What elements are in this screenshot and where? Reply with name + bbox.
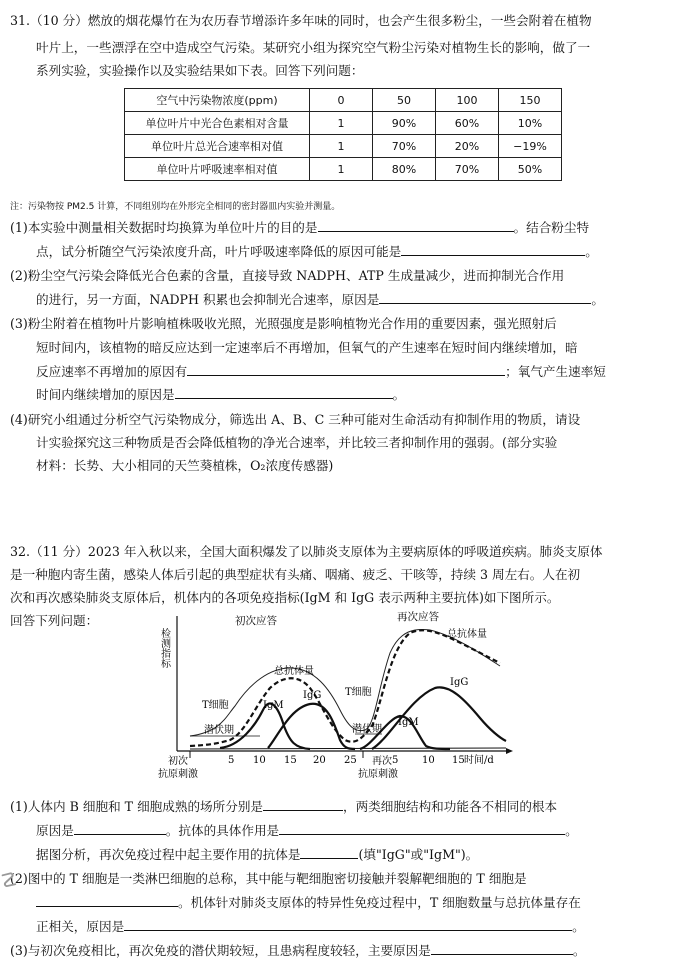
- q31-part1-line1: [10, 216, 674, 239]
- answer-blank[interactable]: [431, 940, 573, 955]
- q31-part3-line1: (3)粉尘附着在植物叶片影响植株吸收光照，光照强度是影响植物光合作用的重要因素，强光照射后: [10, 316, 557, 331]
- answer-blank[interactable]: [175, 384, 393, 399]
- q31-part2-line1: (2)粉尘空气污染会降低光合色素的含量，直接导致 NADPH、ATP 生成量减少，进而抑制光合作用: [10, 268, 565, 283]
- table-cell: 70%: [373, 135, 436, 158]
- latent-label-1: 潜伏期: [204, 725, 234, 736]
- q32-intro-line1: 32.（11 分）2023 年入秋以来，全国大面积爆发了以肺炎支原体为主要病原体的呼吸道疾病。肺炎支原体: [10, 544, 603, 559]
- q32-part2-line3: [36, 915, 674, 938]
- q31-part1-text-d: 。: [585, 244, 598, 259]
- table-cell: 70%: [436, 158, 499, 181]
- immune-response-figure: [150, 608, 530, 784]
- q32-intro-line4: 回答下列问题：: [10, 613, 99, 628]
- q31-part1-text-a: (1)本实验中测量相关数据时均换算为单位叶片的目的是: [10, 220, 318, 235]
- q31-part3-line4: [36, 383, 674, 406]
- tick-label: 15: [452, 755, 465, 766]
- tick-label: 20: [313, 755, 326, 766]
- igg-label-1: IgG: [303, 690, 322, 701]
- igg-label-2: IgG: [450, 677, 469, 688]
- q32-part1-text-a: (1)人体内 B 细胞和 T 细胞成熟的场所分别是: [10, 799, 264, 814]
- q31-part4-line1: (4)研究小组通过分析空气污染物成分，筛选出 A、B、C 三种可能对生命活动有抑制作用的物质，请设: [10, 412, 581, 427]
- answer-blank[interactable]: [263, 796, 343, 811]
- q31-intro-line2: 叶片上，一些漂浮在空中造成空气污染。某研究小组为探究空气粉尘污染对植物生长的影响，做了一: [36, 40, 591, 55]
- answer-blank[interactable]: [187, 361, 505, 376]
- q31-part1-text-b: 。结合粉尘特: [513, 220, 590, 235]
- q32-part3-text-a: (3)与初次免疫相比，再次免疫的潜伏期较短，且患病程度较轻，主要原因是: [10, 943, 431, 958]
- tick-label: 5: [392, 755, 399, 766]
- table-cell: 80%: [373, 158, 436, 181]
- igm-label-1: IgM: [263, 700, 284, 711]
- q32-part2-line2: [36, 891, 674, 914]
- t-cell-label-2: T细胞: [345, 687, 372, 698]
- q32-intro-line3: 次和再次感染肺炎支原体后，机体内的各项免疫指标(IgM 和 IgG 表示两种主要抗体)如下图所示。: [10, 590, 560, 605]
- first-stimulus-label-2: 抗原刺激: [158, 769, 198, 780]
- q32-part2-line1: (2)图中的 T 细胞是一类淋巴细胞的总称，其中能与靶细胞密切接触并裂解靶细胞的 T 细胞是: [10, 871, 527, 886]
- table-row: [125, 112, 562, 135]
- baseline-curve: [190, 748, 506, 749]
- y-axis-label: 检测指标: [158, 628, 170, 668]
- q31-intro-line1: 31.（10 分）燃放的烟花爆竹在为农历春节增添许多年味的同时，也会产生很多粉尘，一些会附着在植物: [10, 13, 592, 28]
- pollution-data-table: [124, 88, 562, 181]
- x-axis-label: 时间/d: [464, 755, 494, 766]
- answer-blank[interactable]: [300, 844, 358, 859]
- secondary-response-label: 再次应答: [397, 611, 439, 623]
- table-note: 注：污染物按 PM2.5 计算，不同组别均在外形完全相同的密封器皿内实验并测量。: [10, 202, 341, 212]
- table-cell: 150: [499, 89, 562, 112]
- q31-part3-text-f: 。: [392, 387, 406, 402]
- table-cell: 1: [310, 158, 373, 181]
- q32-part1-text-d: 。抗体的具体作用是: [165, 823, 280, 838]
- answer-blank[interactable]: [74, 820, 166, 835]
- q32-part1-text-c: 原因是: [36, 823, 74, 838]
- total-antibody-label-2: 总抗体量: [447, 629, 487, 640]
- primary-response-label: 初次应答: [235, 615, 277, 627]
- q31-part2-text-b: 的进行，另一方面，NADPH 积累也会抑制光合速率，原因是: [36, 292, 380, 307]
- total-antibody-label-1: 总抗体量: [274, 666, 314, 677]
- answer-blank[interactable]: [36, 892, 178, 907]
- q32-part3-text-b: 。: [572, 943, 586, 958]
- table-header-row: [125, 89, 562, 112]
- q31-part1-text-c: 点，试分析随空气污染浓度升高，叶片呼吸速率降低的原因可能是: [36, 244, 402, 259]
- table-cell: 90%: [373, 112, 436, 135]
- answer-blank[interactable]: [318, 217, 514, 232]
- q31-part3-text-e: 时间内继续增加的原因是: [36, 387, 175, 402]
- q31-part1-line2: [36, 240, 674, 263]
- tick-label: 15: [284, 755, 297, 766]
- q31-intro-line3: 系列实验，实验操作以及实验结果如下表。回答下列问题：: [36, 63, 364, 78]
- q31-part4-line2: 计实验探究这三种物质是否会降低植物的净光合速率，并比较三者抑制作用的强弱。(部分实验: [36, 435, 558, 450]
- q31-part4-line3: 材料：长势、大小相同的天竺葵植株，O₂浓度传感器): [36, 458, 334, 473]
- q32-part1-line3: [36, 843, 674, 866]
- second-stimulus-label-2: 抗原刺激: [358, 769, 398, 780]
- answer-blank[interactable]: [124, 916, 572, 931]
- q31-part3-line2: 短时间内，该植物的暗反应达到一定速率后不再增加，但氧气的产生速率在短时间内继续增加，暗: [36, 340, 578, 355]
- igg-secondary-curve: [372, 687, 506, 749]
- q32-part1-text-b: ，两类细胞结构和功能各不相同的根本: [343, 799, 558, 814]
- q31-part2-line2: [36, 288, 674, 311]
- igm-label-2: IgM: [398, 717, 419, 728]
- q32-part2-text-b: 。机体针对肺炎支原体的特异性免疫过程中，T 细胞数量与总抗体量存在: [178, 895, 581, 910]
- answer-blank[interactable]: [379, 289, 591, 304]
- q32-part1-text-g: (填"IgG"或"IgM")。: [358, 847, 479, 862]
- q32-part2-text-d: 。: [572, 919, 585, 934]
- answer-blank[interactable]: [279, 820, 565, 835]
- latent-label-2: 潜伏期: [352, 724, 382, 735]
- first-stimulus-label-1: 初次: [168, 756, 188, 767]
- q32-part1-text-f: 据图分析，再次免疫过程中起主要作用的抗体是: [36, 847, 301, 862]
- tick-label: 10: [253, 755, 266, 766]
- q32-part1-line1: [10, 795, 674, 818]
- table-cell: 0: [310, 89, 373, 112]
- tick-label: 25: [344, 755, 357, 766]
- second-stimulus-label-1: 再次: [372, 756, 392, 767]
- q32-part2-text-c: 正相关，原因是: [36, 919, 125, 934]
- table-cell: 1: [310, 112, 373, 135]
- q32-intro-line2: 是一种胞内寄生菌，感染人体后引起的典型症状有头痛、咽痛、疲乏、干咳等，持续 3 周左右。人在初: [10, 567, 581, 582]
- table-cell: 20%: [436, 135, 499, 158]
- table-cell: 100: [436, 89, 499, 112]
- table-cell: 10%: [499, 112, 562, 135]
- q32-part1-line2: [36, 819, 674, 842]
- q31-part3-text-d: ；氧气产生速率短: [505, 364, 606, 379]
- q32-part3-line1: [10, 939, 674, 962]
- tick-label: 5: [228, 755, 235, 766]
- t-cell-label-1: T细胞: [202, 700, 229, 711]
- table-row: [125, 135, 562, 158]
- table-cell: 50%: [499, 158, 562, 181]
- q31-part2-text-c: 。: [591, 292, 604, 307]
- q31-part3-line3: [36, 360, 674, 383]
- answer-blank[interactable]: [401, 241, 585, 256]
- table-cell: 60%: [436, 112, 499, 135]
- q31-part3-text-c: 反应速率不再增加的原因有: [36, 364, 188, 379]
- q32-part1-text-e: 。: [565, 823, 578, 838]
- table-cell: 1: [310, 135, 373, 158]
- table-row: [125, 158, 562, 181]
- table-cell: 50: [373, 89, 436, 112]
- tick-label: 10: [422, 755, 435, 766]
- table-cell: 单位叶片呼吸速率相对值: [125, 158, 310, 181]
- table-cell: 单位叶片中光合色素相对含量: [125, 112, 310, 135]
- margin-scribble: ☡: [0, 868, 18, 892]
- table-cell: 单位叶片总光合速率相对值: [125, 135, 310, 158]
- table-cell: 空气中污染物浓度(ppm): [125, 89, 310, 112]
- x-axis-arrow: [506, 748, 513, 754]
- table-cell: −19%: [499, 135, 562, 158]
